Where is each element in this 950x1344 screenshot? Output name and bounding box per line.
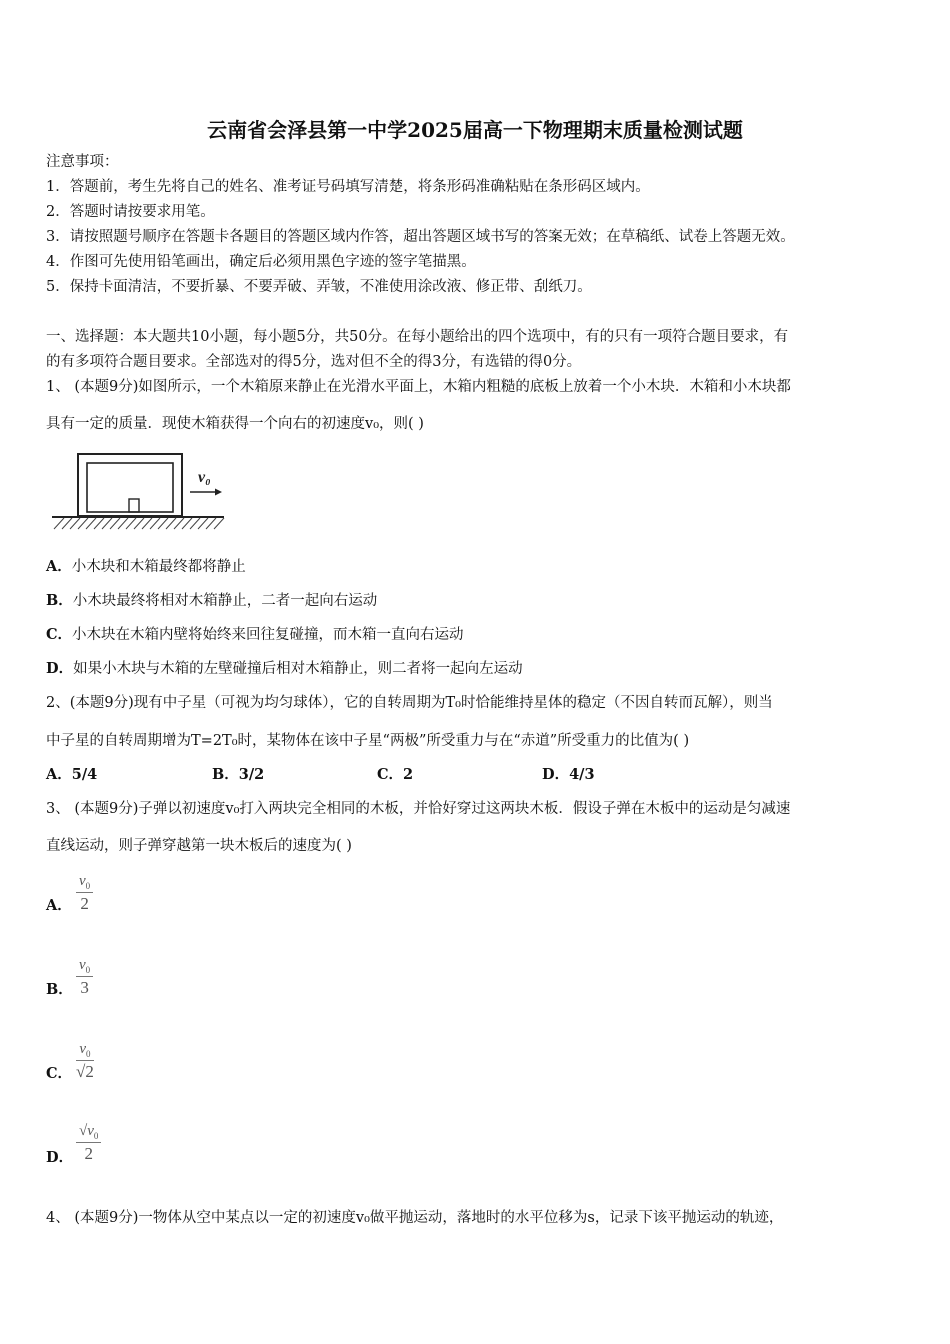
ground-hatching [54,518,224,529]
q1-option-a: A．小木块和木箱最终都将静止 [46,558,246,575]
q3-option-c-fraction: $\frac{v_0}{√2}$ [76,1041,94,1081]
section-instructions-line1: 一、选择题：本大题共10小题，每小题5分，共50分。在每小题给出的四个选项中，有的只有一项符合题目要求，有 [46,329,789,345]
q3-option-a-fraction: $\frac{v_0}{2}$ [76,873,93,914]
crate-inner-wall [87,463,173,512]
velocity-label: v₀ [198,469,211,486]
notice-item: 4．作图可先使用铅笔画出，确定后必须用黑色字迹的签字笔描黑。 [46,254,476,270]
question-3-stem-line1: 3、 (本题9分)子弹以初速度v₀打入两块完全相同的木板，并恰好穿过这两块木板．假设子弹在木板中的运动是匀减速 [46,801,791,817]
question-1-stem-line1: 1、 (本题9分)如图所示，一个木箱原来静止在光滑水平面上，木箱内粗糙的底板上放着一个小木块．木箱和小木块都 [46,379,791,395]
q3-option-c-letter: C． [46,1065,73,1082]
question-2-stem-line1: 2、(本题9分)现有中子星（可视为均匀球体），它的自转周期为T₀时恰能维持星体的稳定（不因自转而瓦解），则当 [46,695,773,711]
crate-figure [50,450,230,535]
question-4-stem-line1: 4、 (本题9分)一物体从空中某点以一定的初速度v₀做平抛运动，落地时的水平位移为s，记录下该平抛运动的轨迹， [46,1210,784,1226]
q2-option-b: B．3/2 [212,766,265,783]
question-2-stem-line2: 中子星的自转周期增为T=2T₀时，某物体在该中子星“两极”所受重力与在“赤道”所受重力的比值为( ) [46,733,690,749]
notice-item: 5．保持卡面清洁，不要折暴、不要弄破、弄皱，不准使用涂改液、修正带、刮纸刀。 [46,279,592,295]
q3-option-b-fraction: $\frac{v_0}{3}$ [76,957,93,998]
q3-option-d-letter: D． [46,1149,74,1166]
q2-option-d: D．4/3 [542,766,595,783]
question-3-stem-line2: 直线运动，则子弹穿越第一块木板后的速度为( ) [46,838,352,854]
question-1-stem-line2: 具有一定的质量．现使木箱获得一个向右的初速度v₀，则( ) [46,416,424,432]
q1-option-d: D．如果小木块与木箱的左壁碰撞后相对木箱静止，则二者将一起向左运动 [46,660,523,677]
q1-option-b: B．小木块最终将相对木箱静止，二者一起向右运动 [46,592,378,609]
page-title: 云南省会泽县第一中学2025届高一下物理期末质量检测试题 [207,118,743,142]
notice-item: 3．请按照题号顺序在答题卡各题目的答题区域内作答，超出答题区域书写的答案无效；在草稿纸、试卷上答题无效。 [46,229,795,245]
q2-option-a: A．5/4 [46,766,98,783]
section-instructions-line2: 的有多项符合题目要求。全部选对的得5分，选对但不全的得3分，有选错的得0分。 [46,354,582,370]
q2-option-c: C．2 [377,766,414,783]
q3-option-a-letter: A． [46,897,72,914]
small-block [129,499,139,512]
notice-item: 1．答题前，考生先将自己的姓名、准考证号码填写清楚，将条形码准确粘贴在条形码区域内。 [46,179,650,195]
notice-item: 2．答题时请按要求用笔。 [46,204,215,220]
q1-option-c: C．小木块在木箱内壁将始终来回往复碰撞，而木箱一直向右运动 [46,626,464,643]
q3-option-d-fraction: $\frac{√v_0}{2}$ [76,1123,101,1164]
notice-heading: 注意事项： [46,154,119,170]
q3-option-b-letter: B． [46,981,73,998]
arrowhead-icon [215,489,222,496]
